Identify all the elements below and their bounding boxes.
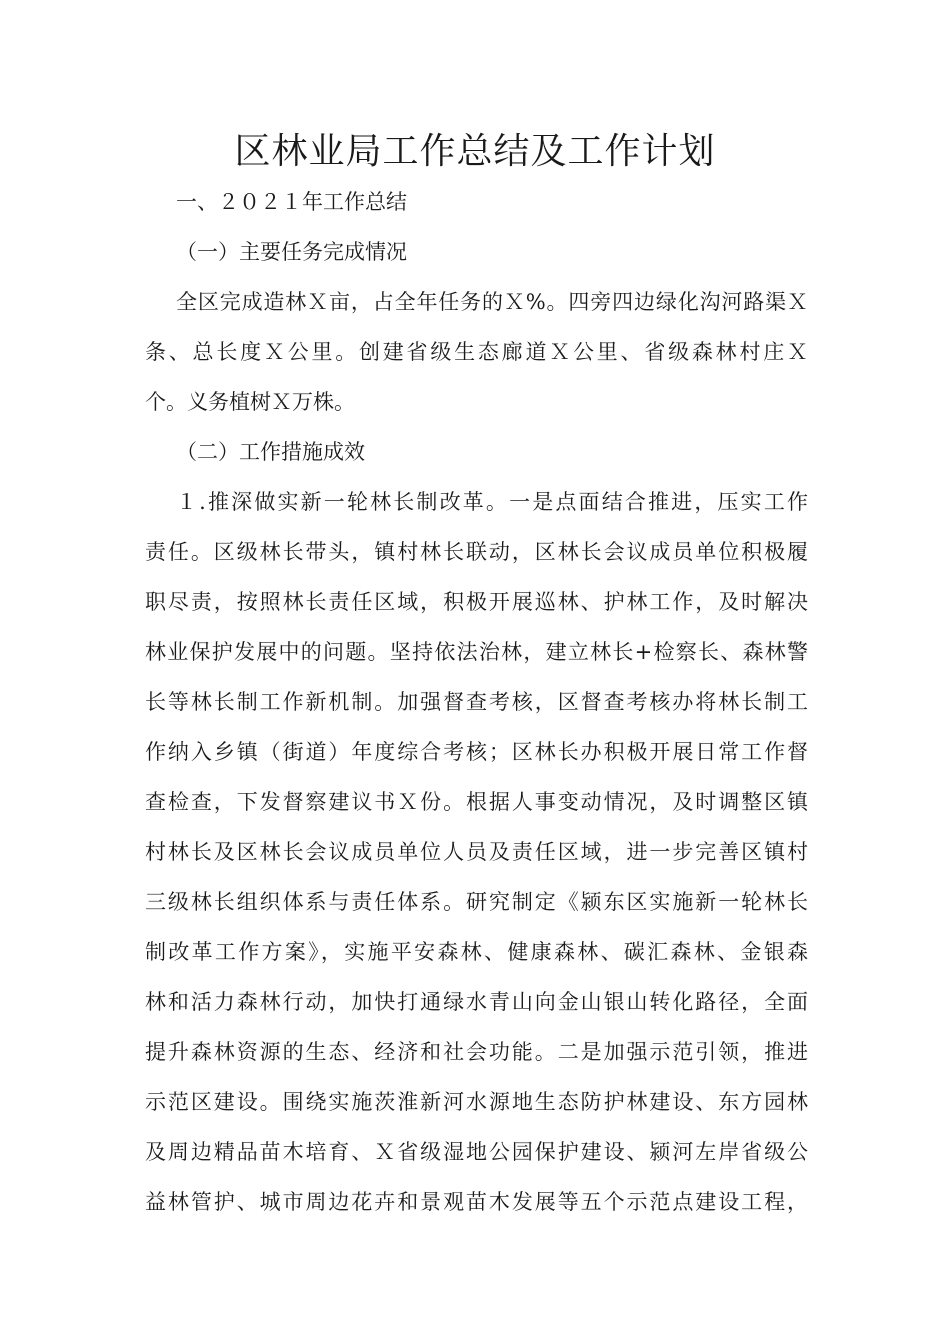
subsection-heading-measures: （二）工作措施成效	[176, 440, 365, 464]
document-title: 区林业局工作总结及工作计划	[234, 131, 716, 172]
paragraph-line: 益林管护、城市周边花卉和景观苗木发展等五个示范点建设工程，	[145, 1190, 808, 1214]
paragraph-line: 责任。区级林长带头，镇村林长联动，区林长会议成员单位积极履	[145, 540, 808, 564]
paragraph-line: 林业保护发展中的问题。坚持依法治林，建立林长+检察长、森林警	[145, 640, 808, 664]
paragraph-line: 长等林长制工作新机制。加强督查考核，区督查考核办将林长制工	[145, 690, 808, 714]
paragraph-line: 村林长及区林长会议成员单位人员及责任区域，进一步完善区镇村	[145, 840, 808, 864]
paragraph-line: 查检查，下发督察建议书Ｘ份。根据人事变动情况，及时调整区镇	[145, 790, 808, 814]
paragraph-line: 制改革工作方案》，实施平安森林、健康森林、碳汇森林、金银森	[145, 940, 808, 964]
paragraph-line: 三级林长组织体系与责任体系。研究制定《颍东区实施新一轮林长	[145, 890, 808, 914]
paragraph-line: 及周边精品苗木培育、Ｘ省级湿地公园保护建设、颍河左岸省级公	[145, 1140, 808, 1164]
paragraph-line: 条、总长度Ｘ公里。创建省级生态廊道Ｘ公里、省级森林村庄Ｘ	[145, 340, 808, 364]
section-heading-summary: 一、２０２１年工作总结	[176, 190, 407, 214]
paragraph-line: 职尽责，按照林长责任区域，积极开展巡林、护林工作，及时解决	[145, 590, 808, 614]
paragraph-line: 个。义务植树Ｘ万株。	[145, 390, 355, 414]
paragraph-line: 林和活力森林行动，加快打通绿水青山向金山银山转化路径，全面	[145, 990, 808, 1014]
subsection-heading-tasks: （一）主要任务完成情况	[176, 240, 407, 264]
paragraph-line: 全区完成造林Ｘ亩，占全年任务的Ｘ%。四旁四边绿化沟河路渠Ｘ	[176, 290, 808, 314]
paragraph-line: １.推深做实新一轮林长制改革。一是点面结合推进，压实工作	[176, 490, 808, 514]
paragraph-line: 提升森林资源的生态、经济和社会功能。二是加强示范引领，推进	[145, 1040, 808, 1064]
paragraph-line: 作纳入乡镇（街道）年度综合考核；区林长办积极开展日常工作督	[145, 740, 808, 764]
paragraph-line: 示范区建设。围绕实施茨淮新河水源地生态防护林建设、东方园林	[145, 1090, 808, 1114]
